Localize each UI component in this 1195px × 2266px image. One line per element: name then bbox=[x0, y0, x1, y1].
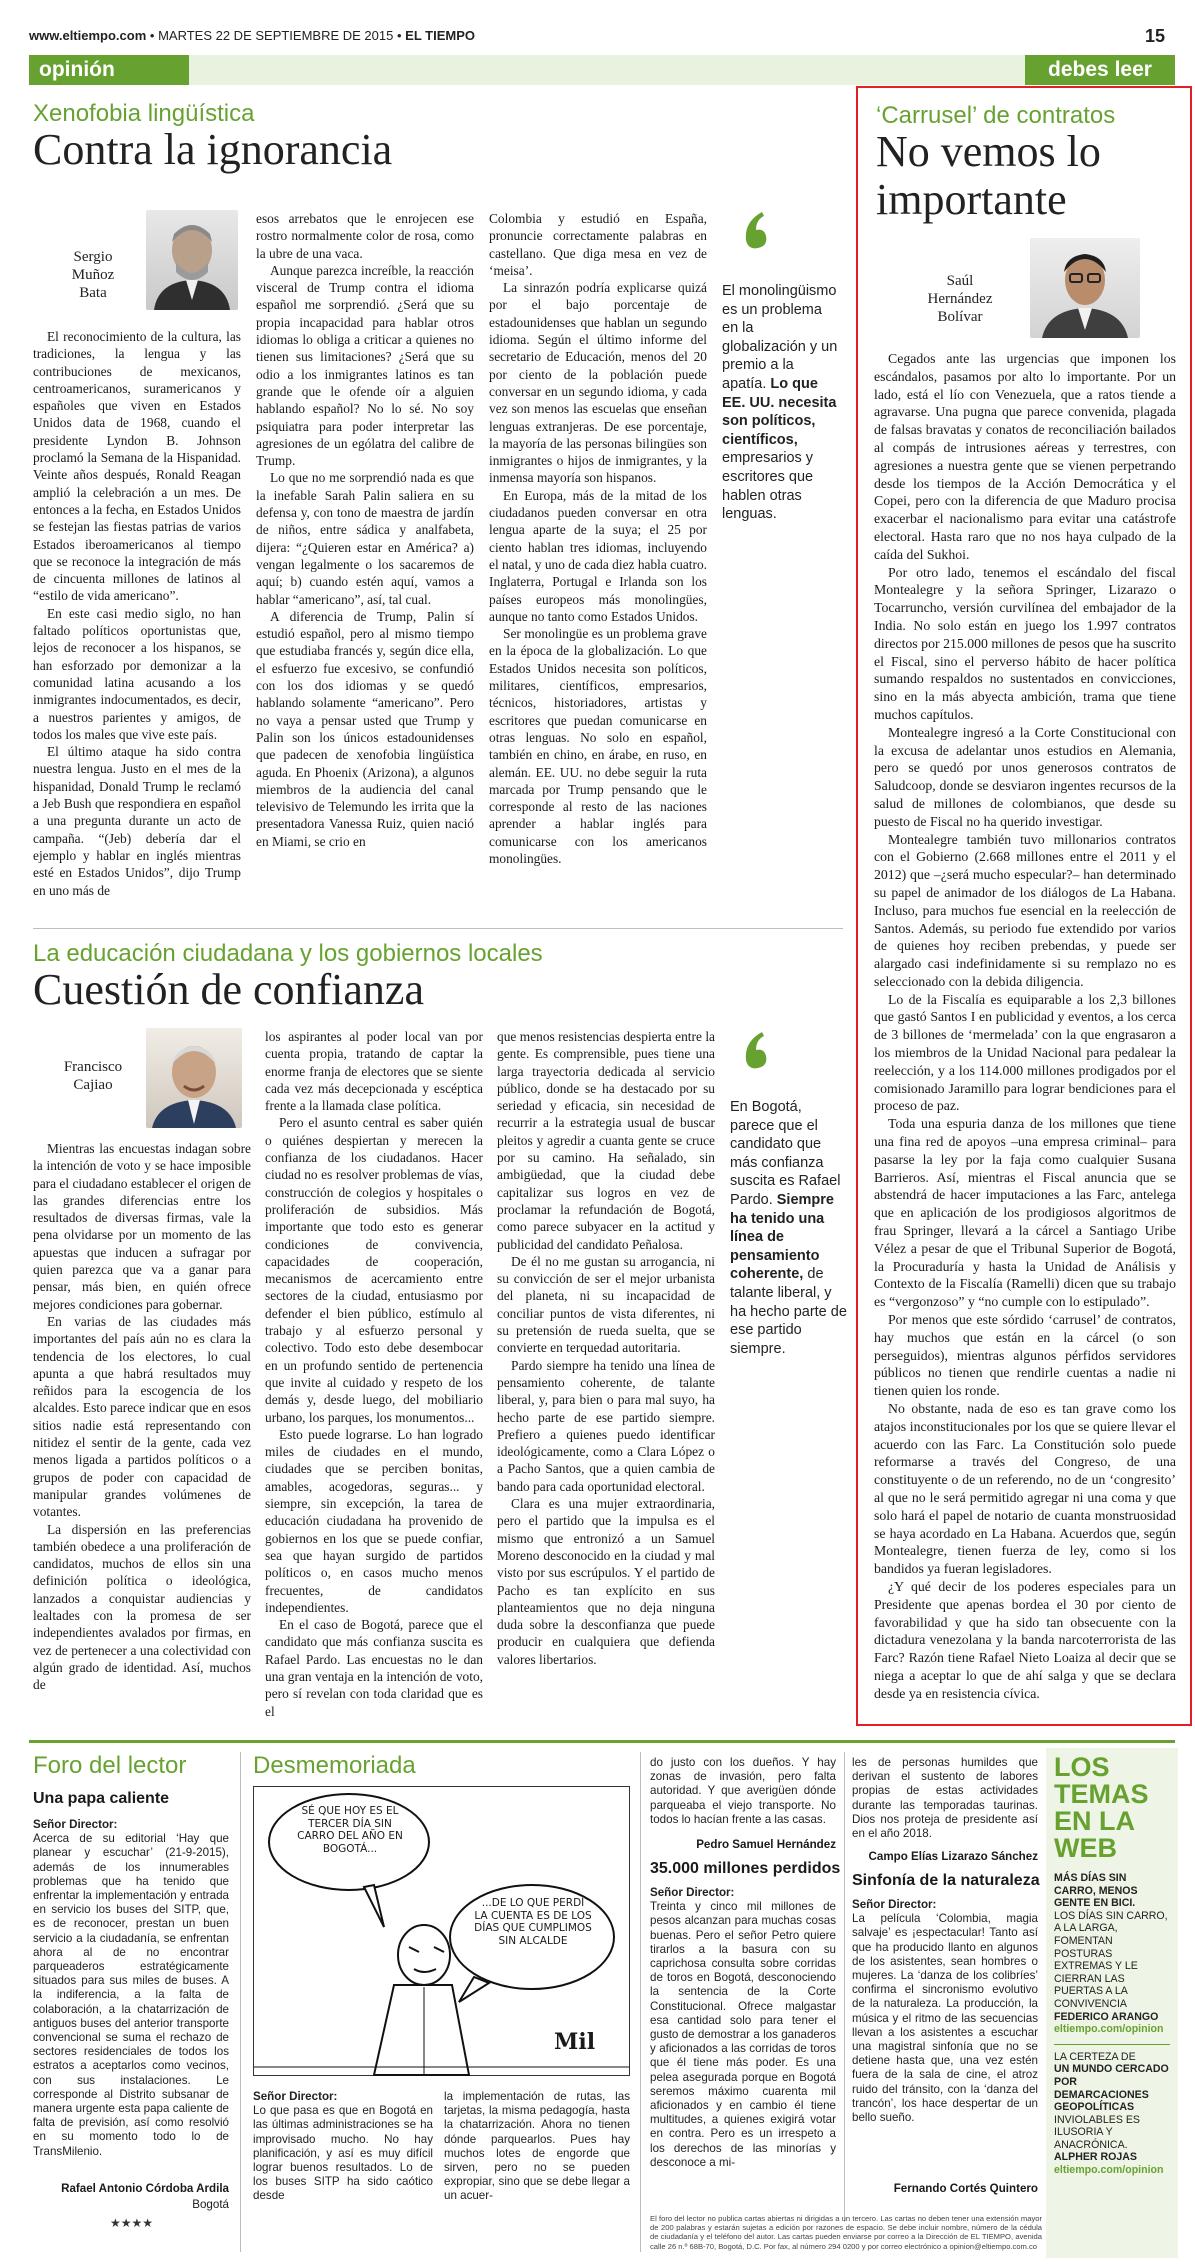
site-url[interactable]: www.eltiempo.com bbox=[29, 28, 147, 43]
pull-quote-bold: Lo que EE. UU. necesita son políticos, científicos, bbox=[722, 375, 837, 448]
paragraph: Pero el asunto central es saber quién o quiénes despiertan y merecen la confianza de los ciudadanos. Hacer ciudad no es resolver problemas de vías, construcción de colegios y hospitales o proliferación de subsidios. Más importante que todo esto es generar condiciones de convivencia, capacidades de cooperación, mecanismos de acercamiento entre sectores de la ciudad, entusiasmo por defender el bien público, estímulo al trabajo y al esfuerzo personal y colectivo. Todo esto debe desembocar en un profundo sentido de pertenencia que invite al cuidado y respeto de los demás y, desde luego, del mobiliario urbano, los parques, los monumentos... bbox=[265, 1115, 483, 1425]
letter2-part1 bbox=[253, 2090, 433, 2250]
article3-author bbox=[910, 272, 1010, 326]
portrait-icon bbox=[146, 1028, 242, 1128]
divider bbox=[640, 1752, 641, 2252]
topic-author: ALPHER ROJAS bbox=[1054, 2151, 1137, 2164]
web-topics-title bbox=[1046, 1748, 1178, 1862]
divider bbox=[240, 1752, 241, 2252]
paragraph: Clara es una mujer extraordinaria, pero el partido que la impulsa es el mismo que entronizó a un Samuel Moreno desconocido en la ciudad y mal visto por sus escrúpulos. Y el partido de Pacho es tan explícito en sus planteamientos que no deja ninguna duda sobre la desconfianza que puede producir en cualquiera que defienda valores libertarios. bbox=[497, 1496, 715, 1667]
letter-body: les de personas humildes que derivan el sustento de labores propias de estas actividades durante las temporadas taurinas. Dios nos proteja de presidente así en el año 2018. bbox=[852, 1756, 1038, 1841]
debes-leer-badge: debes leer bbox=[1025, 55, 1175, 85]
article3-headline bbox=[876, 128, 1101, 224]
author-photo bbox=[146, 210, 238, 310]
author-last: Bolívar bbox=[937, 309, 983, 325]
article1-headline: Contra la ignorancia bbox=[33, 125, 393, 174]
article2-author bbox=[48, 1058, 138, 1094]
letter-body: La película ‘Colombia, magia salvaje’ es ¡espectacular! Tanto así que ha producido llanto en algunos de los asistentes, sean hombres o mujeres. La ‘danza de los colibríes’ confirma el sincronismo evolutivo de la naturaleza. La producción, la música y el ritmo de las secuencias llevan a los asistentes a escuchar una magistral sinfonía que no se detiene hasta que, una vez estén fuera de la sala de cine, el atroz ruido del tránsito, con la ‘danza del trancón’, los hace despertar de un bello sueño. bbox=[852, 1912, 1038, 2125]
paragraph: El último ataque ha sido contra nuestra lengua. Justo en el mes de la hispanidad, Donald Trump le reclamó a Jeb Bush que respondiera en español a una pregunta durante un acto de campaña. “(Jeb) debería dar el ejemplo y hablar en inglés mientras esté en Estados Unidos”, dijo Trump en uno más de bbox=[33, 744, 241, 898]
letter2-part3 bbox=[650, 1756, 836, 1836]
paragraph: Por otro lado, tenemos el escándalo del fiscal Montealegre y la señora Springer, Lizarazo o Tocarruncho, versión curvilínea del embajador de la India. No solo están en juego los 1.997 contratos directos por 215.000 millones de pesos que ha suscrito el Fiscal, sino el perverso hábito de hacer política sumando respaldos no sustentados en convicciones, sino en la más abyecta ambición, trama que tiene muchos capítulos. bbox=[874, 564, 1176, 722]
divider bbox=[33, 928, 843, 929]
letter-body: do justo con los dueños. Y hay zonas de invasión, pero falta autoridad. Y que averigüen dónde parqueaba el viejo transporte. No todos lo hacían frente a las casas. bbox=[650, 1756, 836, 1826]
letter-salutation: Señor Director: bbox=[650, 1886, 735, 1899]
author-first: Sergio bbox=[73, 249, 113, 265]
letter4-signature: Fernando Cortés Quintero bbox=[893, 2182, 1038, 2195]
topic-link[interactable]: eltiempo.com/opinion bbox=[1054, 2164, 1164, 2177]
foro-footnote: El foro del lector no publica cartas abiertas ni dirigidas a un tercero. Las cartas no deben tener una extensión mayor de 200 palabras y estarán sujetas a edición por razones de espacio. Se debe incluir nombre, número de la cédula de ciudadanía y el teléfono del autor. Las cartas pueden enviarse por correo a la Dirección de EL TIEMPO, avenida calle 26 n.º 68B-70, Bogotá, D.C. Por fax, al número 294 0200 y por correo electrónico a opinion@eltiempo.com.co bbox=[650, 2214, 1042, 2251]
paragraph: Montealegre también tuvo millonarios contratos con el Gobierno (2.668 millones entre el 2011 y el 2012) que –¿será mucho especular?– han determinado su papel de animador de los diálogos de La Habana. Incluso, para muchos fue esencial en la reelección de Santos. Además, su periodo fue extendido por varios de quienes hoy reciben prebendas, y puede ser alargado casi indefinidamente si su remplazo no es seleccionado con la debida diligencia. bbox=[874, 831, 1176, 989]
letter-salutation: Señor Director: bbox=[33, 1818, 118, 1831]
letter1-signature: Rafael Antonio Córdoba Ardila bbox=[61, 2182, 229, 2195]
speech-bubble-2: ...DE LO QUE PERDÍ LA CUENTA ES DE LOS DÍAS QUE CUMPLIMOS SIN ALCALDE bbox=[474, 1897, 592, 1947]
article2-column-3 bbox=[497, 1028, 715, 1700]
letter3-part2 bbox=[852, 1756, 1038, 1848]
headline-line: No vemos lo bbox=[876, 127, 1101, 176]
article2-column-1 bbox=[33, 1140, 251, 1700]
topic-author: FEDERICO ARANGO bbox=[1054, 2010, 1159, 2023]
paragraph: esos arrebatos que le enrojecen ese rostro normalmente color de rosa, como la ubre de una vaca. bbox=[256, 211, 474, 261]
letter1-title: Una papa caliente bbox=[33, 1790, 170, 1807]
author-photo bbox=[1030, 238, 1140, 338]
paragraph: ¿Y qué decir de los poderes especiales para un Presidente que apenas bordea el 30 por ciento de favorabilidad y que ha sido tan obsecuente con la dictadura venezolana y la banda narcoterrorista de las Farc? Razón tiene Rafael Nieto Loaiza al decir que se niega a aceptar lo que de ahí salga y que se declara desde ya en resistencia cívica. bbox=[874, 1578, 1176, 1701]
letter3-signature: Campo Elías Lizarazo Sánchez bbox=[868, 1850, 1038, 1863]
quote-mark-icon bbox=[742, 210, 776, 250]
author-last: Bata bbox=[79, 285, 107, 301]
paragraph: Pardo siempre ha tenido una línea de pensamiento coherente, de talante liberal, y, para bien o para mal suyo, ha hecho parte de ese partido siempre. Prefiero a quienes puedo identificar ideológicamente, como a Clara López o a Pacho Santos, que a quien cambia de bando para cada oportunidad electoral. bbox=[497, 1357, 715, 1494]
title-line: WEB bbox=[1054, 1833, 1117, 1863]
author-middle: Hernández bbox=[927, 291, 993, 307]
paragraph: Aunque parezca increíble, la reacción visceral de Trump contra el idioma español me sorprendió. ¿Será que su propia incapacidad para hablar otros idiomas lo obliga a criticar a quienes no tienen sus limitaciones? ¿Será que su odio a los inmigrantes latinos es tan grande que le ofende oír a alguien hablando español? No lo sé. No soy psiquiatra para poder interpretar las agresiones de un ególatra del calibre de Trump. bbox=[256, 262, 474, 469]
topic-text: LOS DÍAS SIN CARRO, A LA LARGA, FOMENTAN POSTURAS EXTREMAS Y LE CIERRAN LAS PUERTAS A LA CONVIVENCIA bbox=[1054, 1909, 1168, 2010]
paragraph: A diferencia de Trump, Palin sí estudió español, pero al mismo tiempo que estudiaba francés y, según dice ella, el esfuerzo fue excesivo, se confundió con los dos idiomas y se quedó hablando solamente “americano”. Pero no vaya a pensar usted que Trump y Palin son los únicos estadounidenses que padecen de xenofobia lingüística aguda. En Phoenix (Arizona), a algunos miembros de la audiencia del canal televisivo de Telemundo les irrita que la presentadora Vanessa Ruiz, quien nació en Miami, se crio en bbox=[256, 608, 474, 849]
author-last: Cajiao bbox=[73, 1077, 113, 1093]
paragraph: La sinrazón podría explicarse quizá por el bajo porcentaje de estadounidenses que hablan un segundo idioma. Según el último informe del secretario de Educación, menos del 20 por ciento de la población puede conversar en un segundo idioma, y cada vez son menos las escuelas que enseñan lenguas extranjeras. De ese porcentaje, la mayoría de las personas bilingües son inmigrantes o hijos de inmigrantes, y la inmensa mayoría son hispanos. bbox=[489, 280, 707, 486]
paragraph: Lo de la Fiscalía es equiparable a los 2,3 billones que gastó Santos I en publicidad y eventos, a los cerca de 3 billones de ‘mermelada’ con la que engrasaron a los miembros de la Unidad Nacional para pedalear la reelección, y a los 114.000 millones prodigados por el comisionado Jaramillo para lograr bendiciones para el proceso de paz. bbox=[874, 991, 1176, 1114]
letter2-part2 bbox=[444, 2090, 630, 2250]
cartoon bbox=[253, 1786, 630, 2076]
letter-body: Lo que pasa es que en Bogotá en las últimas administraciones se ha improvisado mucho. No hay planificación, y así es muy difícil lograr buenos resultados. Lo de los buses SITP ha sido caótico desde bbox=[253, 2104, 433, 2203]
article1-column-3 bbox=[489, 210, 707, 920]
pull-quote-text: empresarios y escritores que hablen otras lenguas. bbox=[722, 450, 814, 523]
header-date: MARTES 22 DE SEPTIEMBRE DE 2015 bbox=[158, 28, 394, 43]
paragraph: No obstante, nada de eso es tan grave como los atajos inconstitucionales por los que se quiere llevar el acuerdo con las Farc. La Constitución solo puede reformarse a través del Congreso, de una constituyente o de un referendo, no de un ‘congresito’ al que no le será permitido agregar ni una coma y que solo hará el papel de notario de cuanta monstruosidad se haya acordado en La Habana. Acuerdos que, según Montealegre, tienen fuerza de ley, como si los bandidos ya fueran legisladores. bbox=[874, 1401, 1176, 1577]
web-topic-item-2[interactable] bbox=[1046, 2045, 1178, 2177]
web-topic-item-1[interactable] bbox=[1046, 1862, 1178, 2036]
headline-line: importante bbox=[876, 175, 1067, 224]
letter1-city: Bogotá bbox=[192, 2198, 229, 2211]
author-middle: Muñoz bbox=[71, 267, 115, 283]
letter1 bbox=[33, 1818, 229, 2178]
letter3-title: 35.000 millones perdidos bbox=[650, 1860, 841, 1877]
letter-salutation: Señor Director: bbox=[253, 2090, 338, 2103]
article2-pull-quote bbox=[730, 1098, 848, 1358]
article2-column-2 bbox=[265, 1028, 483, 1719]
portrait-icon bbox=[146, 210, 238, 310]
author-first: Saúl bbox=[946, 273, 974, 289]
letter-salutation: Señor Director: bbox=[852, 1898, 937, 1911]
article2-kicker: La educación ciudadana y los gobiernos locales bbox=[33, 940, 543, 967]
paragraph: Colombia y estudió en España, pronuncie correctamente palabras en castellano. Que diga mesa en vez de ‘meisa’. bbox=[489, 211, 707, 278]
article3-kicker: ‘Carrusel’ de contratos bbox=[876, 102, 1116, 129]
header-separator: • bbox=[396, 28, 406, 43]
paragraph: De él no me gustan su arrogancia, ni su convicción de ser el mejor urbanista del planeta, ni su incapacidad de conciliar puntos de vista diferentes, ni su pretensión de rueda suelta, que se convierte en terquedad autoritaria. bbox=[497, 1253, 715, 1356]
paragraph: Toda una espuria danza de los millones que tiene una fina red de apoyos –una empresa criminal– para pasarse la ley por la faja como cualquier Susana Barrieros. Así, mientras el Fiscal anuncia que se abstendrá de hacer imputaciones a las Farc, antelega que en aplicación de los prodigiosos algoritmos de frau Springer, llevará a la cárcel a Santiago Uribe Vélez a pesar de que el Tribunal Superior de Bogotá, la Procuraduría y hasta la Unidad de Análisis y Contexto de la Fiscalía (Ramelli) dicen que su trabajo es “vergonzoso” y “no cumple con lo estipulado”. bbox=[874, 1116, 1176, 1310]
paragraph: En Europa, más de la mitad de los ciudadanos pueden conversar en otra lengua aparte de la suya; el 25 por ciento hablan tres idiomas, incluyendo el natal, y uno de cada diez habla cuatro. Inglaterra, Portugal e Irlanda son los países europeos más monolingües, aunque no tanto como Estados Unidos. bbox=[489, 487, 707, 624]
paragraph: Esto puede lograrse. Lo han logrado miles de ciudades en el mundo, ciudades que se perciben bonitas, amables, acogedoras, seguras... y siempre, sin excepción, la tarea de educación ciudadana ha provenido de gobiernos en los que se puede confiar, sea que hayan surgido de partidos políticos o, en casos mucho menos frecuentes, de candidatos independientes. bbox=[265, 1426, 483, 1615]
article1-kicker: Xenofobia lingüística bbox=[33, 100, 255, 127]
bottom-strip-rule bbox=[29, 1740, 1175, 1743]
paragraph: En el caso de Bogotá, parece que el candidato que más confianza suscita es Rafael Pardo. Las encuestas no le dan una gran ventaja en la intención de voto, pero sí revelan con toda claridad que es el bbox=[265, 1617, 483, 1719]
article1-author bbox=[48, 248, 138, 302]
author-first: Francisco bbox=[63, 1059, 123, 1075]
paragraph: El reconocimiento de la cultura, las tradiciones, la lengua y las contribuciones de mexicanos, centroamericanos, suramericanos y españoles que viven en Estados Unidos data de 1968, cuando el presidente Lyndon B. Johnson proclamó la Semana de la Hispanidad. Veinte años después, Ronald Reagan amplió la celebración a un mes. De entonces a la fecha, en Estados Unidos se festejan las fiestas patrias de varios Estados iberoamericanos al tiempo que se reconoce la integración de más de cincuenta millones de latinos al “estilo de vida americano”. bbox=[33, 329, 241, 604]
paragraph: En este casi medio siglo, no han faltado políticos oportunistas que, lejos de reconocer a los hispanos, se han esforzado por demonizar a la comunidad latina acusando a los inmigrantes indocumentados, es decir, a nuestros parientes y amigos, de todos los males que vive este país. bbox=[33, 605, 241, 742]
article3-body bbox=[874, 350, 1176, 1720]
paragraph: Mientras las encuestas indagan sobre la intención de voto y se hace imposible para el ciudadano establecer el origen de las grandes diferencias entre los resultados de diversas firmas, vale la pena olvidarse por un momento de las apuestas que inducen a sufragar por quien parezca que va a ganar para pensar, más bien, en quién ofrece mejores condiciones para gobernar. bbox=[33, 1141, 251, 1312]
header-paper: EL TIEMPO bbox=[405, 28, 475, 43]
pull-quote-text: En Bogotá, parece que el candidato que más confianza suscita es Rafael Pardo. bbox=[730, 1099, 841, 1208]
title-line: EN LA bbox=[1054, 1806, 1135, 1836]
pull-quote-bold: Siempre ha tenido una línea de pensamiento coherente, bbox=[730, 1191, 834, 1283]
article1-column-1 bbox=[33, 328, 241, 918]
topic-link[interactable]: eltiempo.com/opinion bbox=[1054, 2023, 1164, 2036]
section-label: opinión bbox=[29, 55, 189, 85]
paragraph: los aspirantes al poder local van por cuenta propia, tratando de captar la enorme franja de electores que se siente cada vez más decepcionada y escéptica frente a la llamada clase política. bbox=[265, 1029, 483, 1114]
topic-text: LA CERTEZA DE bbox=[1054, 2050, 1136, 2063]
pull-quote-text: El monolingüismo es un problema en la globalización y un premio a la apatía. bbox=[722, 283, 838, 392]
article1-column-2 bbox=[256, 210, 474, 920]
letter4 bbox=[852, 1898, 1038, 2178]
portrait-icon bbox=[1030, 238, 1140, 338]
pull-quote-text: de talante liberal, y ha hecho parte de ese partido siempre. bbox=[730, 1266, 847, 1357]
paragraph: Cegados ante las urgencias que imponen los escándalos, pasamos por alto lo importante. Por un lado, está el lío con Venezuela, que a ratos tiende a agravarse. Una pugna que parece convenida, plagada de falsas bravatas y conatos de reconciliación bailados al compás de intrusiones aéreas y terrestres, con agresiones a nuestra gente que se vienen perpetrando desde los tiempos de la Acción Democrática y el Copei, pero con la diferencia de que Maduro procisa exacerbar el nacionalismo para evitar una catástrofe electoral. Hasta raro que no nos haya culpado de la caída del Sukhoi. bbox=[874, 351, 1176, 562]
paragraph: Montealegre ingresó a la Corte Constitucional con la excusa de adelantar unos estudios en Alemania, pero se quedó por unos generosos contratos de Saludcoop, donde se desviaron ingentes recursos de la salud de millones de colombianos, que desde su puesto de Fiscal no ha querido investigar. bbox=[874, 724, 1176, 829]
foro-title: Foro del lector bbox=[33, 1752, 187, 1779]
paragraph: que menos resistencias despierta entre la gente. Es comprensible, pues tiene una larga trayectoria dedicada al servicio público, donde se ha destacado por su seriedad y eficacia, sin necesidad de recurrir a la estrategia usual de buscar pleitos y agredir a cuanta gente se cruce por su camino. Ha señalado, sin ambigüedad, que la ciudad debe capitalizar sus logros en vez de proclamar la refundación de Bogotá, como parece subyacer en la actitud y publicidad del candidato Peñalosa. bbox=[497, 1029, 715, 1252]
title-line: LOS bbox=[1054, 1752, 1110, 1782]
author-photo bbox=[146, 1028, 242, 1128]
topic-text: INVIOLABLES ES ILUSORIA Y ANACRÓNICA. bbox=[1054, 2113, 1140, 2151]
letter-body: la implementación de rutas, las tarjetas, la misma pedagogía, hasta la chatarrización. Ahora no tienen dónde parquearlos. Pues hay muchos lotes de engorde que sirven, pero no se pueden expropiar, sino que se debe llegar a un acuer- bbox=[444, 2090, 630, 2203]
page-header bbox=[29, 28, 1169, 50]
separator-stars: ★★★★ bbox=[110, 2216, 154, 2230]
cartoon-signature: Mil bbox=[554, 2029, 596, 2055]
title-line: TEMAS bbox=[1054, 1779, 1149, 1809]
letter-body: Treinta y cinco mil millones de pesos alcanzan para muchas cosas buenas. Pero el señor Petro quiere tirarlos a la basura con su caprichosa consulta sobre corridas de toros en Bogotá, desconociendo la sentencia de la Corte Constitucional. Ofrece malgastar esa cantidad solo para tener el gusto de demostrar a los ganaderos y aficionados a las corridas de toros que él tiene más poder. Es una pelea asegurada porque en Bogotá seremos máximo cuarenta mil aficionados y en cambio él tiene multitudes, a quienes exigirá votar en contra. Pero es un irrespeto a los derechos de las minorías y desconoce a mi- bbox=[650, 1900, 836, 2169]
divider bbox=[844, 1752, 845, 2222]
paragraph: Por menos que este sórdido ‘carrusel’ de contratos, hay muchos que están en la cárcel (o son perseguidos), mientras algunos pérfidos servidores públicos no tienen que rendirle cuentas a nadie ni tienen quien los ronde. bbox=[874, 1312, 1176, 1399]
letter-body: Acerca de su editorial ‘Hay que planear y escuchar’ (21-9-2015), además de los innumerables problemas que ha tenido que enfrentar la implementación y entrada en servicio los buses del SITP, que, es de reconocer, prestan un buen servicio a la ciudadanía, se enfrentan ahora al de no encontrar parqueaderos estratégicamente situados para sus miles de buses. A la indiferencia, a la falta de colaboración, a la chatarrización de antiguos buses del anterior transporte convencional se suma el rechazo de sectores residenciales de todos los estratos a aceptarlos como vecinos, con sus instalaciones. Le corresponde al Distrito subsanar de manera urgente esta papa caliente de falta de previsión, así como resolvió en su momento todo lo de TransMilenio. bbox=[33, 1832, 229, 2158]
article1-pull-quote bbox=[722, 282, 840, 524]
topic-headline: MÁS DÍAS SIN CARRO, MENOS GENTE EN BICI. bbox=[1054, 1872, 1138, 1910]
header-separator: • bbox=[149, 28, 159, 43]
page-number: 15 bbox=[1144, 26, 1165, 46]
letter2-signature: Pedro Samuel Hernández bbox=[696, 1838, 836, 1851]
topic-headline: UN MUNDO CERCADO POR DEMARCACIONES GEOPOLÍTICAS bbox=[1054, 2063, 1169, 2114]
paragraph: La dispersión en las preferencias también obedece a una proliferación de candidatos, muchos de ellos sin una definición política o ideológica, lanzados a conquistar audiencias y lealtades con la promesa de ser independientes avalados por firmas, en vez de pertenecer a una colectividad con algún grado de identidad. Así, muchos de bbox=[33, 1521, 251, 1693]
speech-bubble-1: SÉ QUE HOY ES EL TERCER DÍA SIN CARRO DEL AÑO EN BOGOTÁ... bbox=[297, 1805, 403, 1855]
cartoon-title: Desmemoriada bbox=[253, 1752, 416, 1779]
quote-mark-icon bbox=[742, 1030, 776, 1070]
paragraph: En varias de las ciudades más importantes del país aún no es clara la tendencia de los electores, lo cual apunta a que habrá resultados muy reñidos para la escogencia de los alcaldes. Esto parece indicar que en esos sitios nadie está representando con nitidez el sentir de la gente, cada vez menos ligada a partidos políticos o a grupos de poder con capacidad de manipular grandes volúmenes de votantes. bbox=[33, 1313, 251, 1520]
web-topics-sidebar bbox=[1046, 1748, 1178, 2258]
section-bar bbox=[29, 55, 1175, 85]
paragraph: Ser monolingüe es un problema grave en la época de la globalización. Lo que Estados Unidos necesita son políticos, militares, científicos, empresarios, técnicos, historiadores, artistas y escritores que puedan comunicarse en otras lenguas. No solo en español, también en chino, en árabe, en ruso, en alemán. EE. UU. no debe seguir la ruta marcada por Trump pensando que le corresponde al resto de las naciones aprender a hablar inglés para comunicarse con los americanos monolingües. bbox=[489, 626, 707, 866]
paragraph: Lo que no me sorprendió nada es que la inefable Sarah Palin saliera en su defensa y, con tono de maestra de jardín de niños, entre sádica y analfabeta, dijera: “¿Quieren estar en América? a) vengan legalmente o los sacaremos de aquí; b) cuando estén aquí, vamos a hablar “americano”, así, tal cual. bbox=[256, 470, 474, 607]
article2-headline: Cuestión de confianza bbox=[33, 965, 424, 1014]
letter3-part1 bbox=[650, 1886, 836, 2206]
letter4-title: Sinfonía de la naturaleza bbox=[852, 1872, 1040, 1889]
